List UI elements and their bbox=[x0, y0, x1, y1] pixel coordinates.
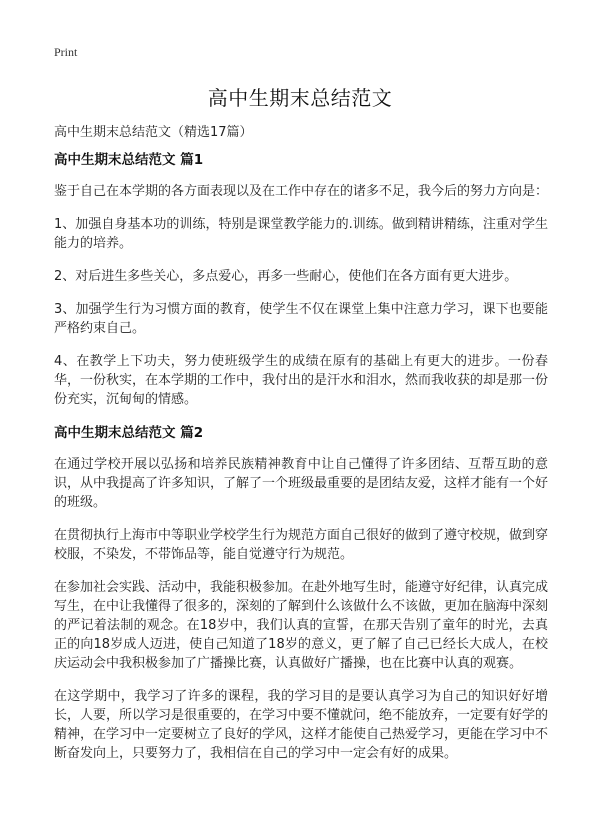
paragraph: 4、在教学上下功夫，努力使班级学生的成绩在原有的基础上有更大的进步。一份春华，一份秋实，在本学期的工作中，我付出的是汗水和泪水，然而我收获的却是那一份份充实，沉甸甸的情感。 bbox=[54, 354, 549, 407]
paragraph: 2、对后进生多些关心，多点爱心，再多一些耐心，使他们在各方面有更大进步。 bbox=[54, 269, 518, 284]
print-label[interactable]: Print bbox=[54, 45, 78, 59]
paragraph: 1、加强自身基本功的训练，特别是课堂教学能力的.训练。做到精讲精练，注重对学生能力的培养。 bbox=[54, 217, 548, 251]
document-title: 高中生期末总结范文 bbox=[207, 86, 393, 110]
section-heading: 高中生期末总结范文 篇1 bbox=[54, 152, 204, 168]
paragraph: 在参加社会实践、活动中，我能积极参加。在赴外地写生时，能遵守好纪律，认真完成写生，在中让我懂得了很多的，深刻的了解到什么该做什么不该做，更加在脑海中深刻的严记着法制的观念。在18岁中，我们认真的宣誓，在那天告别了童年的时光，去真正的向18岁成人迈进，使自己知道了18岁的意义，更了解了自己已经长大成人，在校庆运动会中我积极参加了广播操比赛，认真做好广播操，也在比赛中认真的观赛。 bbox=[54, 580, 549, 671]
paragraph: 鉴于自己在本学期的各方面表现以及在工作中存在的诸多不足，我今后的努力方向是： bbox=[54, 184, 549, 199]
paragraph: 在通过学校开展以弘扬和培养民族精神教育中让自己懂得了许多团结、互帮互助的意识，从中我提高了许多知识，了解了一个班级最重要的是团结友爱，这样才能有一个好的班级。 bbox=[54, 457, 549, 510]
paragraph: 在这学期中，我学习了许多的课程，我的学习目的是要认真学习为自己的知识好好增长，人要，所以学习是很重要的，在学习中要不懂就问，绝不能放弃，一定要有好学的精神，在学习中一定要树立了良好的学风，这样才能使自己热爱学习，更能在学习中不断奋发向上，只要努力了，我相信在自己的学习中一定会有好的成果。 bbox=[54, 689, 549, 761]
section-1 bbox=[54, 150, 548, 409]
document-content bbox=[54, 150, 548, 777]
paragraph: 3、加强学生行为习惯方面的教育，使学生不仅在课堂上集中注意力学习，课下也要能严格约束自己。 bbox=[54, 302, 548, 336]
document-subtitle: 高中生期末总结范文（精选17篇） bbox=[54, 125, 253, 140]
section-2 bbox=[54, 423, 548, 763]
section-heading: 高中生期末总结范文 篇2 bbox=[54, 425, 204, 441]
paragraph: 在贯彻执行上海市中等职业学校学生行为规范方面自己很好的做到了遵守校规，做到穿校服，不染发，不带饰品等，能自觉遵守行为规范。 bbox=[54, 528, 549, 562]
